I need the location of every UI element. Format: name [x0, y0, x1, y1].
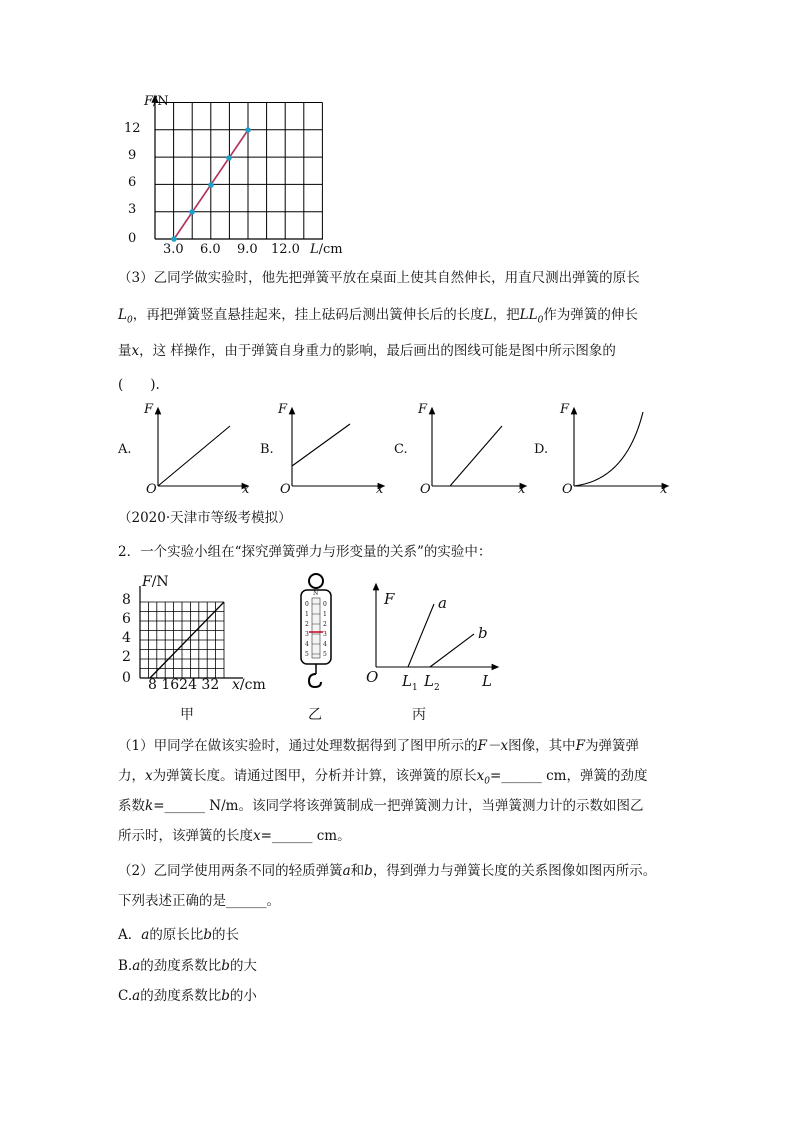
option-graphs — [118, 400, 678, 500]
jia-xlabel: x/cm — [232, 677, 266, 693]
graph1-point — [171, 236, 177, 242]
optD-letter: D. — [534, 442, 549, 457]
graph1-xlabel: L/cm — [310, 242, 343, 257]
graph1-ytick: 3 — [128, 202, 137, 217]
fig-jia — [118, 576, 278, 726]
bing-f: F — [384, 590, 395, 608]
optC-o: O — [420, 482, 431, 497]
p1-line2: 力，x为弹簧长度。请通过图甲，分析并计算，该弹簧的原长$x_0=\_\_\_\_\_\_$ cm，弹簧的劲度 — [118, 768, 648, 787]
bing-line-a — [408, 604, 434, 667]
jia-ytick: 2 — [122, 649, 131, 665]
q3-line3: 量x，这 样操作，由于弹簧自身重力的影响，最后画出的图线可能是图中所示图象的 — [118, 343, 616, 359]
graph1-xtick: 9.0 — [237, 242, 258, 257]
jia-ylabel: F/N — [142, 574, 169, 590]
optD-x: x — [660, 482, 668, 497]
optA-line — [158, 426, 230, 486]
p2-line2: 下列表述正确的是______。 — [118, 893, 280, 909]
q3-line2: $L_0$，再把弹簧竖直悬挂起来，挂上砝码后测出簧伸长后的长度L，把$LL_0$作为弹簧的伸长 — [118, 307, 638, 326]
scale-top-ring — [309, 574, 323, 588]
graph1-xtick: 6.0 — [200, 242, 221, 257]
yi-caption: 乙 — [308, 707, 322, 723]
scale-slot — [312, 598, 320, 658]
source-note: （2020·天津市等级考模拟） — [118, 510, 292, 526]
optC-x: x — [518, 482, 526, 497]
bing-caption: 丙 — [412, 707, 426, 723]
optA-x: x — [242, 482, 250, 497]
fig-jia-svg — [118, 576, 278, 726]
jia-xticks: 8 1624 32 — [148, 677, 220, 693]
optB-x: x — [376, 482, 384, 497]
scale-nums-right: 0 1 2 3 4 5 — [323, 601, 327, 658]
optC-letter: C. — [394, 442, 408, 457]
p1-line4: 所示时，该弹簧的长度x=______ cm。 — [118, 828, 351, 844]
optD-curve — [574, 412, 643, 486]
choice-b: B.a的劲度系数比b的大 — [118, 958, 257, 974]
q3-line4: ( ). — [118, 377, 160, 393]
optC-line — [450, 426, 502, 486]
jia-ytick: 0 — [122, 670, 131, 686]
p1-line3: 系数k=______ N/m。该同学将该弹簧制成一把弹簧测力计，当弹簧测力计的示数如图乙 — [118, 798, 644, 814]
graph1-xtick: 12.0 — [271, 242, 300, 257]
q3-line1: （3）乙同学做实验时，他先把弹簧平放在桌面上使其自然伸长，用直尺测出弹簧的原长 — [118, 270, 640, 286]
jia-caption: 甲 — [180, 707, 194, 723]
bing-l2: $L_2$ — [424, 672, 440, 693]
graph1-point — [245, 127, 251, 133]
optA-letter: A. — [118, 442, 132, 457]
graph1-ytick: 0 — [128, 231, 137, 246]
optB-letter: B. — [260, 442, 274, 457]
optD-f: F — [560, 402, 570, 417]
bing-l1: $L_1$ — [402, 672, 418, 693]
graph-f-vs-l-svg — [110, 92, 370, 262]
jia-ytick: 8 — [122, 592, 131, 608]
choice-c: C.a的劲度系数比b的小 — [118, 988, 257, 1004]
optB-o: O — [280, 482, 291, 497]
graph-f-vs-l — [110, 92, 370, 262]
q2-title: 2．一个实验小组在“探究弹簧弹力与形变量的关系”的实验中： — [118, 544, 492, 560]
fig-bing — [362, 576, 502, 726]
scale-top-label: N — [313, 590, 319, 597]
optB-f: F — [278, 402, 288, 417]
fig-yi — [292, 570, 342, 730]
bing-o: O — [366, 668, 379, 686]
optA-f: F — [144, 402, 154, 417]
choice-a: A．a的原长比b的长 — [118, 927, 239, 943]
bing-line-b — [430, 634, 474, 667]
graph1-ylabel: F/N — [144, 94, 169, 109]
graph1-xtick: 3.0 — [163, 242, 184, 257]
graph1-point — [208, 182, 214, 188]
graph1-ytick: 9 — [128, 148, 137, 163]
optA-o: O — [146, 482, 157, 497]
bing-l: L — [482, 672, 492, 690]
graph1-point — [226, 155, 232, 161]
optD-o: O — [562, 482, 573, 497]
optB-line — [292, 424, 350, 466]
jia-ytick: 4 — [122, 630, 131, 646]
scale-hook — [309, 674, 321, 687]
graph1-ytick: 12 — [124, 121, 141, 136]
bing-b: b — [478, 624, 488, 642]
p2-line1: （2）乙同学使用两条不同的轻质弹簧a和b，得到弹力与弹簧长度的关系图像如图丙所示。 — [118, 863, 657, 879]
jia-ytick: 6 — [122, 611, 131, 627]
bing-a: a — [438, 594, 447, 612]
graph1-point — [189, 209, 195, 215]
graph1-ytick: 6 — [128, 175, 137, 190]
p1-line1: （1）甲同学在做该实验时，通过处理数据得到了图甲所示的F－x图像，其中F为弹簧弹 — [118, 738, 639, 754]
scale-nums-left: 0 1 2 3 4 5 — [305, 601, 309, 658]
optC-f: F — [418, 402, 428, 417]
